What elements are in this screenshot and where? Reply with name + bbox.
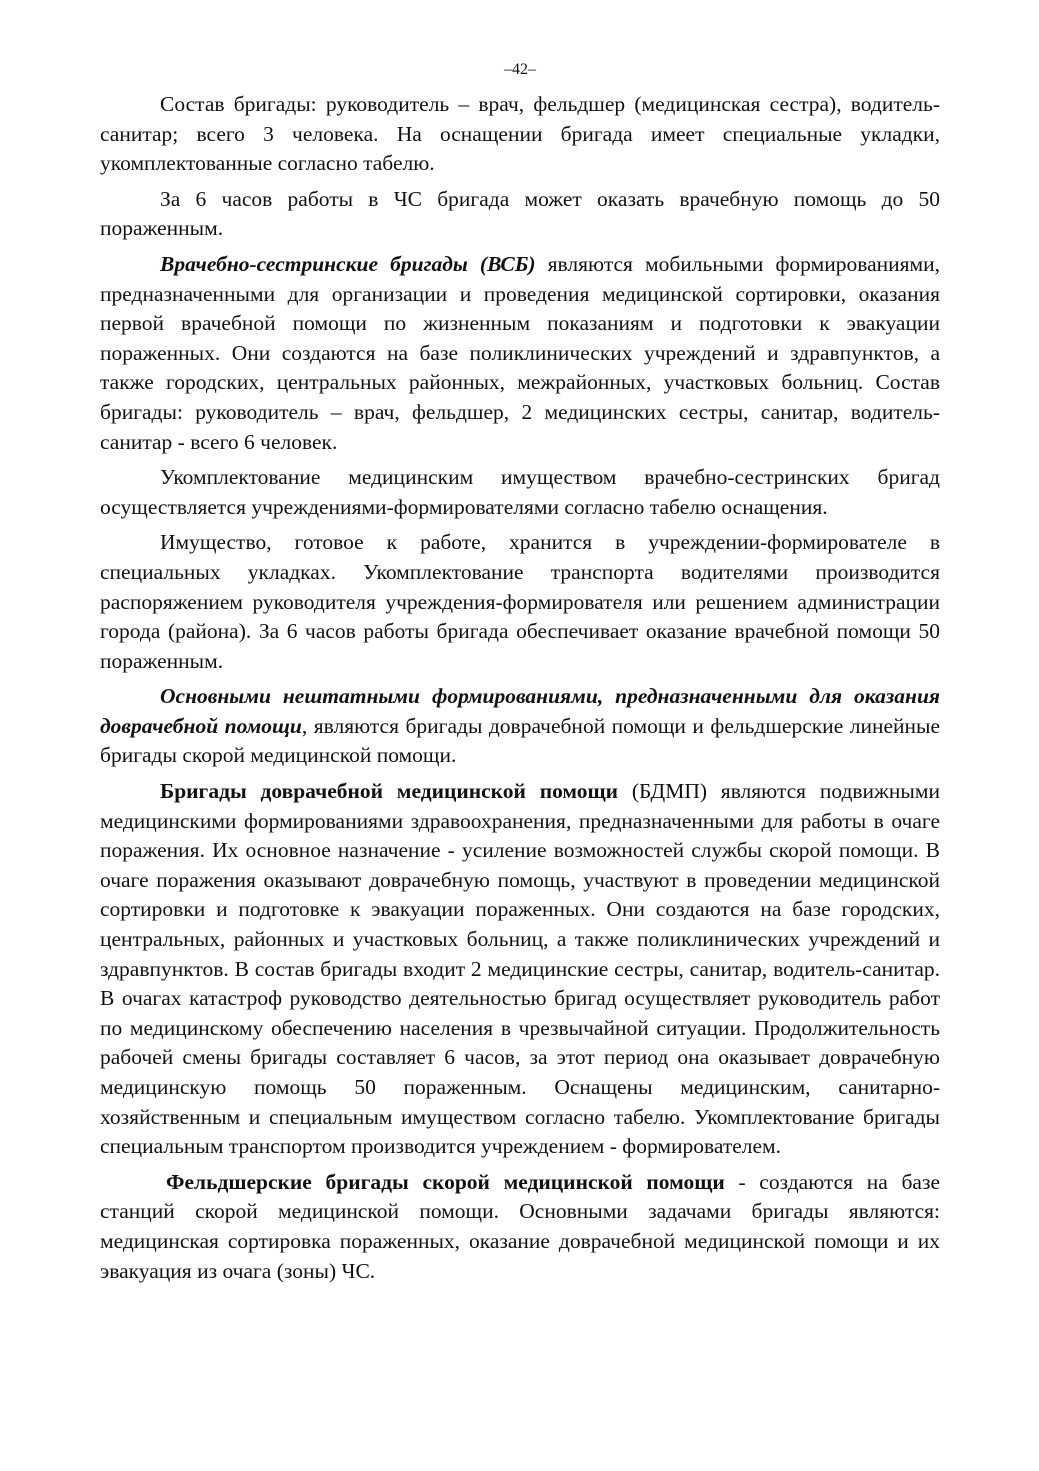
document-page <box>100 58 940 1292</box>
paragraph-main-formations <box>100 682 940 771</box>
term-feldsher-teams: Фельдшерские бригады скорой медицинской помощи <box>166 1169 725 1194</box>
paragraph-main-formations-text: , являются бригады доврачебной помощи и фельдшерские линейные бригады скорой медицинской помощи. <box>100 713 940 768</box>
paragraph-team-capacity: За 6 часов работы в ЧС бригада может оказать врачебную помощь до 50 пораженным. <box>100 186 940 241</box>
paragraph-vsb <box>100 250 940 457</box>
term-main-formations: Основными нештатными формированиями, предназначенными для оказания доврачебной помощи <box>100 684 940 738</box>
paragraph-property: Имущество, готовое к работе, хранится в учреждении-формирователе в специальных укладках. Укомплектование транспорта водителями производится распоряжением руководителя учреждения-формирователя или решением администрации города (района). За 6 часов работы бригада обеспечивает оказание врачебной помощи 50 пораженным. <box>100 530 940 673</box>
paragraph-vsb-equipment: Укомплектование медицинским имуществом врачебно-сестринских бригад осуществляется учреждениями-формирователями согласно табелю оснащения. <box>100 465 940 519</box>
paragraph-team-composition: Состав бригады: руководитель – врач, фельдшер (медицинская сестра), водитель-санитар; всего 3 человека. На оснащении бригада имеет специальные укладки, укомплектованные согласно табелю. <box>100 92 940 176</box>
paragraph-vsb-text: являются мобильными формированиями, предназначенными для организации и проведения медицинской сортировки, оказания первой врачебной помощи по жизненным показаниям и подготовки к эвакуации пораженных. Они создаются на базе поликлинических учреждений и здравпунктов, а также городских, центральных районных, межрайонных, участковых больниц. Состав бригады: руководитель – врач, фельдшер, 2 медицинских сестры, санитар, водитель-санитар - всего 6 человек. <box>100 251 940 454</box>
paragraph-feldsher-teams <box>100 1168 940 1286</box>
term-bdmp: Бригады доврачебной медицинской помощи <box>160 779 619 804</box>
page-number: –42– <box>504 61 536 78</box>
paragraph-feldsher-teams-text: - создаются на базе станций скорой медицинской помощи. Основными задачами бригады являются: медицинская сортировка пораженных, оказание доврачебной медицинской помощи и их эвакуация из очага (зоны) ЧС. <box>100 1169 940 1283</box>
paragraph-bdmp-text: (БДМП) являются подвижными медицинскими формированиями здравоохранения, предназначенными для работы в очаге поражения. Их основное назначение - усиление возможностей службы скорой помощи. В очаге поражения оказывают доврачебную помощь, участвуют в проведении медицинской сортировки и подготовке к эвакуации пораженных. Они создаются на базе городских, центральных, районных и участковых больниц, а также поликлинических учреждений и здравпунктов. В состав бригады входит 2 медицинские сестры, санитар, водитель-санитар. В очагах катастроф руководство деятельностью бригад осуществляет руководитель работ по медицинскому обеспечению населения в чрезвычайной ситуации. Продолжительность рабочей смены бригады составляет 6 часов, за этот период она оказывает доврачебную медицинскую помощь 50 пораженным. Оснащены медицинским, санитарно-хозяйственным и специальным имуществом согласно табелю. Укомплектование бригады специальным транспортом производится учреждением - формирователем. <box>100 779 940 1159</box>
paragraph-bdmp <box>100 777 940 1162</box>
term-vsb: Врачебно-сестринские бригады (ВСБ) <box>160 251 536 276</box>
